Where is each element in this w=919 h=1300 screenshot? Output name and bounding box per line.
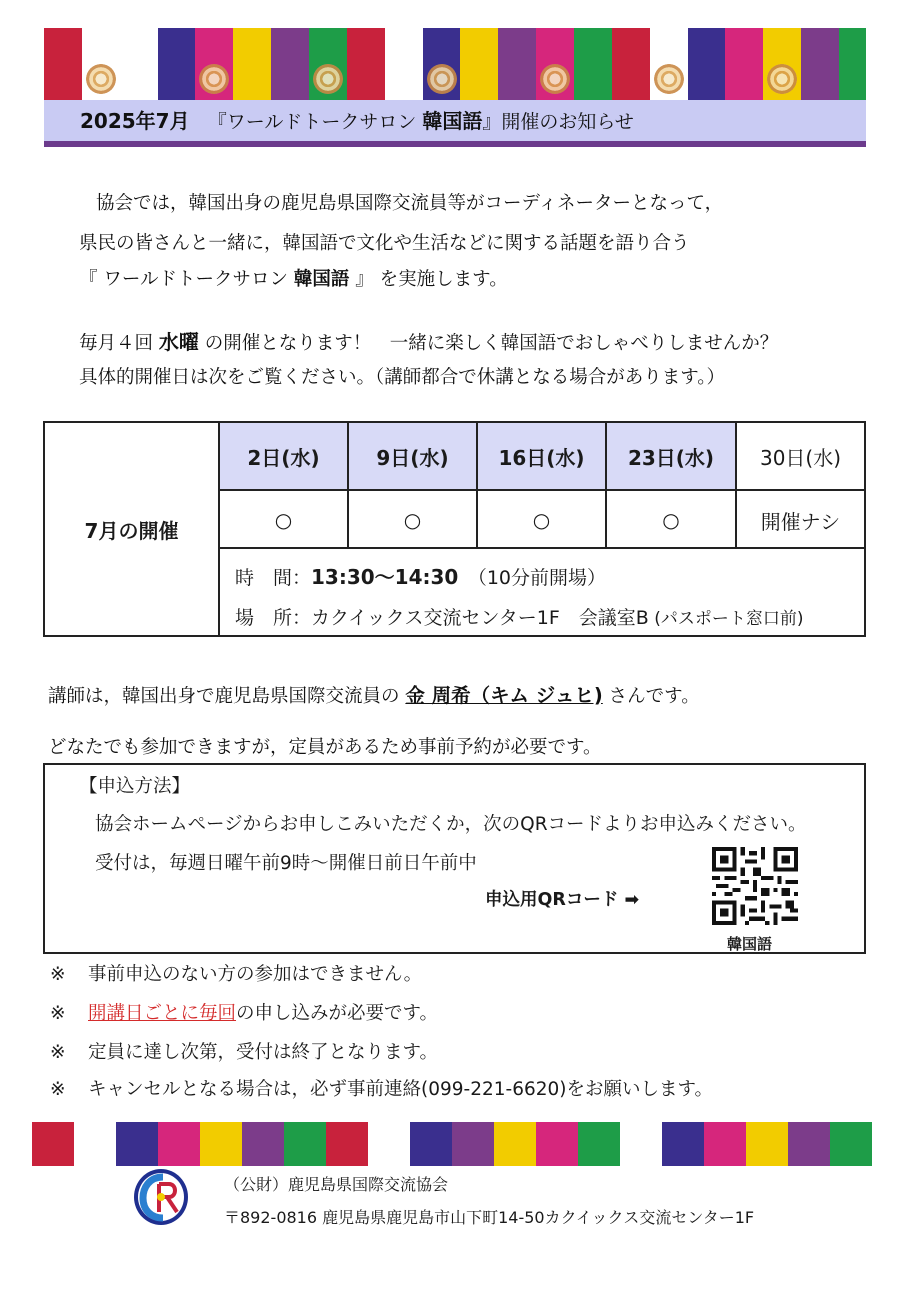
stripe-band: [704, 1122, 746, 1166]
table-divider: [218, 547, 864, 549]
stripe-band: [347, 28, 385, 100]
apply-line-2: 受付は，毎週日曜午前9時～開催日前日午前中: [95, 853, 477, 874]
stripe-band: [82, 28, 120, 100]
stripe-band: [688, 28, 726, 100]
qr-label: 韓国語: [727, 935, 773, 953]
medallion-ornament: [427, 64, 457, 94]
stripe-band: [74, 1122, 116, 1166]
intro-line-1: 協会では，韓国出身の鹿児島県国際交流員等がコーディネーターとなって，: [96, 193, 724, 214]
schedule-status-cell: 開催ナシ: [760, 509, 841, 534]
place-label: 場 所：: [235, 607, 312, 629]
medallion-ornament: [540, 64, 570, 94]
stripe-band: [788, 1122, 830, 1166]
stripe-band: [763, 28, 801, 100]
stripe-band: [612, 28, 650, 100]
note-emphasis: 開講日ごとに毎回: [88, 1003, 237, 1024]
stripe-band: [32, 1122, 74, 1166]
stripe-band: [233, 28, 271, 100]
footer-address: 〒892-0816 鹿児島県鹿児島市山下町14-50カクイックス交流センター1F: [224, 1208, 755, 1227]
place-note: (パスポート窓口前): [648, 609, 804, 629]
schedule-date-cell: 30日(水): [759, 445, 842, 470]
stripe-band: [368, 1122, 410, 1166]
stripe-band: [578, 1122, 620, 1166]
schedule-status-cell: ○: [532, 508, 551, 532]
stripe-band: [423, 28, 461, 100]
note-text: 事前申込のない方の参加はできません。: [88, 964, 423, 985]
stripe-band: [620, 1122, 662, 1166]
schedule-note-c: の開催となります！ 一緒に楽しく韓国語でおしゃべりしませんか？: [198, 333, 779, 354]
table-divider: [476, 423, 478, 549]
schedule-status-cell: ○: [662, 508, 680, 532]
medallion-ornament: [199, 64, 229, 94]
intro-line-3-a: 『 ワールドトークサロン: [79, 269, 294, 290]
table-divider: [347, 423, 349, 549]
stripe-band: [158, 1122, 200, 1166]
table-divider: [218, 489, 864, 491]
time-label: 時 間：: [235, 567, 312, 589]
note-text: キャンセルとなる場合は，必ず事前連絡(099-221-6620)をお願いします。: [88, 1079, 714, 1100]
intro-line-3-bold: 韓国語: [293, 269, 350, 290]
stripe-band: [284, 1122, 326, 1166]
stripe-band: [452, 1122, 494, 1166]
schedule-date-cell: 23日(水): [607, 423, 735, 489]
time-note: （10分前開場）: [458, 567, 607, 589]
schedule-date-cell: 9日(水): [349, 423, 476, 489]
note-text: の申し込みが必要です。: [236, 1003, 439, 1024]
stripe-band: [536, 1122, 578, 1166]
stripe-band: [200, 1122, 242, 1166]
note-item: [50, 999, 438, 1025]
table-divider: [735, 423, 737, 549]
note-item: [50, 960, 422, 986]
title-prefix: 『ワールドトークサロン: [207, 111, 423, 133]
title-suffix: 』開催のお知らせ: [482, 111, 634, 133]
schedule-note-a: 毎月４回: [79, 333, 159, 354]
teacher-name: 金 周希（キム ジュヒ): [405, 684, 603, 707]
stripe-band: [839, 28, 866, 100]
schedule-place: [235, 603, 803, 630]
schedule-note-weekday: 水曜: [158, 330, 199, 354]
top-decorative-stripe: [44, 28, 866, 100]
stripe-band: [271, 28, 309, 100]
stripe-band: [830, 1122, 872, 1166]
footer-org: （公財）鹿児島県国際交流協会: [224, 1175, 449, 1194]
stripe-band: [498, 28, 536, 100]
apply-heading: 【申込方法】: [79, 776, 191, 797]
stripe-band: [536, 28, 574, 100]
bottom-decorative-stripe: [32, 1122, 872, 1166]
apply-line-1: 協会ホームページからお申しこみいただくか，次のQRコードよりお申込みください。: [95, 814, 807, 835]
stripe-band: [326, 1122, 368, 1166]
stripe-band: [460, 28, 498, 100]
note-text: 定員に達し次第，受付は終了となります。: [88, 1042, 439, 1063]
stripe-band: [120, 28, 158, 100]
medallion-ornament: [313, 64, 343, 94]
medallion-ornament: [86, 64, 116, 94]
stripe-band: [44, 28, 82, 100]
qr-caption: 申込用QRコード ➡: [485, 890, 640, 910]
intro-line-2: 県民の皆さんと一緒に，韓国語で文化や生活などに関する話題を語り合う: [79, 233, 690, 254]
note-item: [50, 1075, 713, 1101]
medallion-ornament: [767, 64, 797, 94]
note-mark: ※: [50, 1042, 66, 1063]
reservation-note: どなたでも参加できますが，定員があるため事前予約が必要です。: [48, 737, 602, 758]
stripe-band: [801, 28, 839, 100]
intro-line-3-c: 』 を実施します。: [349, 269, 508, 290]
stripe-band: [309, 28, 347, 100]
intro-line-3: [79, 265, 508, 291]
stripe-band: [494, 1122, 536, 1166]
stripe-band: [195, 28, 233, 100]
teacher-suffix: さんです。: [602, 686, 700, 707]
place-value: カクイックス交流センター1F 会議室B: [311, 607, 649, 629]
stripe-band: [410, 1122, 452, 1166]
title-language: 韓国語: [422, 109, 483, 133]
title-underline: [44, 141, 866, 147]
schedule-row-label: 7月の開催: [84, 518, 179, 543]
schedule-status-cell: ○: [274, 508, 293, 532]
note-mark: ※: [50, 1079, 66, 1100]
schedule-date-cell: 2日(水): [220, 423, 347, 489]
schedule-note-line-2: 具体的開催日は次をご覧ください。（講師都合で休講となる場合があります。）: [79, 367, 726, 388]
medallion-ornament: [654, 64, 684, 94]
table-divider: [218, 423, 220, 635]
stripe-band: [116, 1122, 158, 1166]
note-item: [50, 1038, 438, 1064]
teacher-line: [48, 680, 700, 708]
stripe-band: [242, 1122, 284, 1166]
table-divider: [605, 423, 607, 549]
stripe-band: [746, 1122, 788, 1166]
title-year-month: 2025年7月: [80, 109, 190, 133]
schedule-time: [235, 561, 606, 590]
stripe-band: [725, 28, 763, 100]
stripe-band: [574, 28, 612, 100]
teacher-intro: 講師は，韓国出身で鹿児島県国際交流員の: [48, 686, 406, 707]
time-value: 13:30～14:30: [311, 565, 459, 589]
stripe-band: [662, 1122, 704, 1166]
association-logo-icon: [133, 1168, 189, 1226]
application-box: [43, 763, 866, 954]
stripe-band: [158, 28, 196, 100]
stripe-band: [650, 28, 688, 100]
schedule-date-cell: 16日(水): [478, 423, 605, 489]
schedule-note-line-1: [79, 326, 778, 355]
schedule-table: [43, 421, 866, 637]
stripe-band: [385, 28, 423, 100]
schedule-status-cell: ○: [403, 508, 422, 532]
qr-code-icon[interactable]: [712, 847, 798, 925]
page-title: [80, 104, 634, 138]
note-mark: ※: [50, 964, 66, 985]
note-mark: ※: [50, 1003, 66, 1024]
